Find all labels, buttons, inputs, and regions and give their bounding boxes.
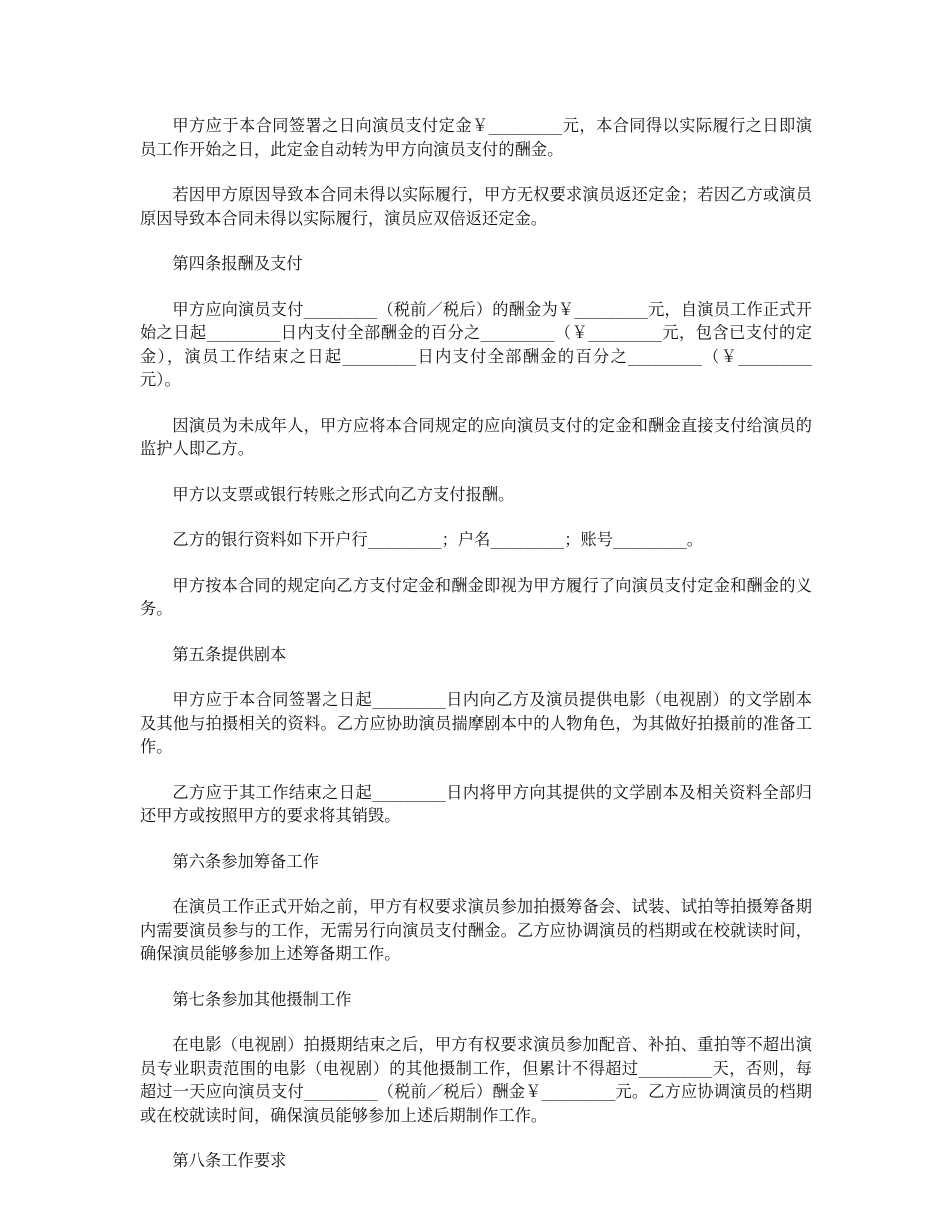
paragraph-payment-obligation: 甲方按本合同的规定向乙方支付定金和酬金即视为甲方履行了向演员支付定金和酬金的义务。 [140,575,812,618]
paragraph-payment-schedule: 甲方应向演员支付_________（税前／税后）的酬金为￥_________元，自演员工作正式开始之日起_________日内支付全部酬金的百分之_________（￥_________元，包含已支付的定金），演员工作结束之日起_________日内支付全部酬金的百分之_________（￥_________元）。 [140,299,812,389]
document-body [140,114,812,1195]
paragraph-payment-method: 甲方以支票或银行转账之形式向乙方支付报酬。 [172,484,515,504]
article-heading-4: 第四条报酬及支付 [172,254,303,273]
paragraph-script-return: 乙方应于其工作结束之日起_________日内将甲方向其提供的文学剧本及相关资料全部归还甲方或按照甲方的要求将其销毁。 [140,782,812,825]
paragraph-guardian-payment: 因演员为未成年人，甲方应将本合同规定的应向演员支付的定金和酬金直接支付给演员的监护人即乙方。 [140,415,812,458]
paragraph-bank-info: 乙方的银行资料如下开户行_________；户名_________；账号_________。 [172,530,704,549]
paragraph-post-production: 在电影（电视剧）拍摄期结束之后，甲方有权要求演员参加配音、补拍、重拍等不超出演员专业职责范围的电影（电视剧）的其他摄制工作，但累计不得超过_________天，否则，每超过一天应向演员支付_________（税前／税后）酬金￥_________元。乙方应协调演员的档期或在校就读时间，确保演员能够参加上述后期制作工作。 [140,1035,812,1125]
paragraph-preparation-work: 在演员工作正式开始之前，甲方有权要求演员参加拍摄筹备会、试装、试拍等拍摄筹备期内需要演员参与的工作，无需另行向演员支付酬金。乙方应协调演员的档期或在校就读时间，确保演员能够参加上述筹备期工作。 [140,897,812,963]
article-heading-8: 第八条工作要求 [172,1151,287,1170]
article-heading-6: 第六条参加筹备工作 [172,851,319,871]
paragraph-deposit: 甲方应于本合同签署之日向演员支付定金￥_________元，本合同得以实际履行之日即演员工作开始之日，此定金自动转为甲方向演员支付的酬金。 [140,116,812,159]
article-heading-7: 第七条参加其他摄制工作 [172,989,352,1009]
article-heading-5: 第五条提供剧本 [172,644,287,664]
paragraph-script-provision: 甲方应于本合同签署之日起_________日内向乙方及演员提供电影（电视剧）的文学剧本及其他与拍摄相关的资料。乙方应协助演员揣摩剧本中的人物角色，为其做好拍摄前的准备工作。 [140,690,812,756]
paragraph-deposit-return: 若因甲方原因导致本合同未得以实际履行，甲方无权要求演员返还定金；若因乙方或演员原因导致本合同未得以实际履行，演员应双倍返还定金。 [140,185,812,228]
